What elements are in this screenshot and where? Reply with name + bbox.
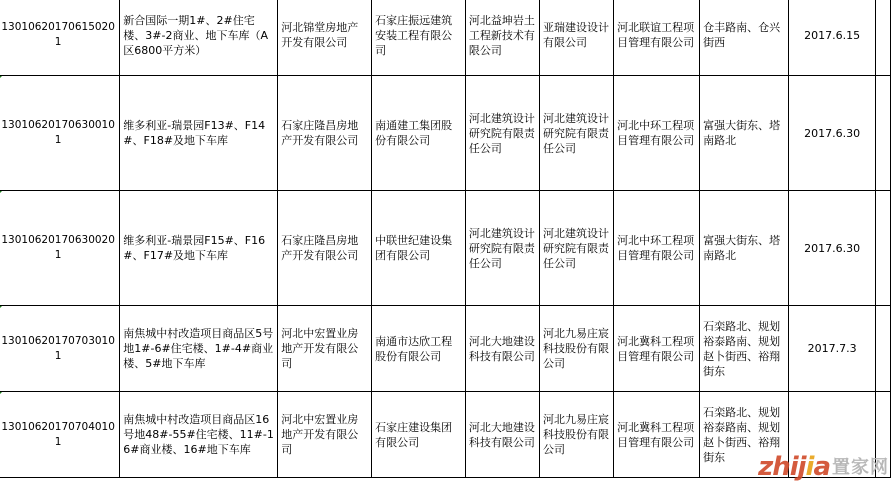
developer-cell: 石家庄隆昌房地产开发有限公司 — [278, 191, 372, 306]
designer-cell: 河北建筑设计研究院有限责任公司 — [540, 191, 614, 306]
cell-comment-marker-icon — [0, 76, 2, 81]
table-row — [0, 191, 891, 306]
supervisor-cell: 河北联谊工程项目管理有限公司 — [614, 0, 700, 76]
developer-cell: 河北中宏置业房地产开发有限公司 — [278, 306, 372, 392]
supervisor-cell: 河北冀科工程项目管理有限公司 — [614, 306, 700, 392]
table-row — [0, 392, 891, 478]
permit-number-text: 130106201706300101 — [1, 119, 115, 146]
table-row — [0, 306, 891, 392]
project-cell: 维多利亚-瑞景园F15#、F16#、F17#及地下车库 — [120, 191, 278, 306]
spacer-cell — [876, 392, 891, 478]
permit-number-cell — [0, 392, 120, 478]
date-cell — [789, 392, 876, 478]
location-cell: 石栾路北、规划裕泰路南、规划赵卜街西、裕翔街东 — [700, 392, 789, 478]
spacer-cell — [876, 0, 891, 76]
developer-cell: 河北锦堂房地产开发有限公司 — [278, 0, 372, 76]
date-cell: 2017.6.30 — [789, 76, 876, 191]
supervisor-cell: 河北中环工程项目管理有限公司 — [614, 76, 700, 191]
permit-number-text: 130106201707030101 — [1, 334, 115, 362]
location-cell: 富强大街东、塔南路北 — [700, 191, 789, 306]
project-cell: 新合国际一期1#、2#住宅楼、3#-2商业、地下车库（A区6800平方米） — [120, 0, 278, 76]
location-cell: 石栾路北、规划裕泰路南、规划赵卜街西、裕翔街东 — [700, 306, 789, 392]
permit-number-text: 130106201707040101 — [1, 420, 115, 448]
table-row — [0, 0, 891, 76]
builder-cell: 中联世纪建设集团有限公司 — [372, 191, 466, 306]
developer-cell: 河北中宏置业房地产开发有限公司 — [278, 392, 372, 478]
builder-cell: 南通市达欣工程股份有限公司 — [372, 306, 466, 392]
investigator-cell: 河北建筑设计研究院有限责任公司 — [465, 191, 539, 306]
investigator-cell: 河北建筑设计研究院有限责任公司 — [465, 76, 539, 191]
cell-comment-marker-icon — [0, 392, 2, 397]
project-cell: 维多利亚-瑞景园F13#、F14#、F18#及地下车库 — [120, 76, 278, 191]
permit-number-cell — [0, 76, 120, 191]
designer-cell: 河北九易庄宸科技股份有限公司 — [540, 392, 614, 478]
watermark-chinese: 置家网 — [832, 457, 889, 478]
location-cell: 富强大街东、塔南路北 — [700, 76, 789, 191]
spacer-cell — [876, 306, 891, 392]
builder-cell: 石家庄建设集团有限公司 — [372, 392, 466, 478]
builder-cell: 石家庄振远建筑安装工程有限公司 — [372, 0, 466, 76]
date-cell: 2017.6.15 — [789, 0, 876, 76]
investigator-cell: 河北大地建设科技有限公司 — [465, 306, 539, 392]
table-row — [0, 76, 891, 191]
supervisor-cell: 河北中环工程项目管理有限公司 — [614, 191, 700, 306]
investigator-cell: 河北大地建设科技有限公司 — [465, 392, 539, 478]
project-cell: 南焦城中村改造项目商品区16号地48#-55#住宅楼、11#-16#商业楼、16#地下车库 — [120, 392, 278, 478]
permit-number-cell: 130106201706150201 — [0, 0, 120, 76]
designer-cell: 河北建筑设计研究院有限责任公司 — [540, 76, 614, 191]
developer-cell: 石家庄隆昌房地产开发有限公司 — [278, 76, 372, 191]
designer-cell: 亚瑞建设设计有限公司 — [540, 0, 614, 76]
date-cell: 2017.6.30 — [789, 191, 876, 306]
investigator-cell: 河北益坤岩土工程新技术有限公司 — [465, 0, 539, 76]
cell-comment-marker-icon — [0, 191, 2, 196]
cell-comment-marker-icon — [0, 306, 2, 311]
spacer-cell — [876, 191, 891, 306]
supervisor-cell: 河北冀科工程项目管理有限公司 — [614, 392, 700, 478]
permit-number-cell — [0, 306, 120, 392]
designer-cell: 河北九易庄宸科技股份有限公司 — [540, 306, 614, 392]
watermark-latin: zhijia — [758, 452, 830, 482]
date-cell: 2017.7.3 — [789, 306, 876, 392]
location-cell: 仓丰路南、仓兴街西 — [700, 0, 789, 76]
project-cell: 南焦城中村改造项目商品区5号地1#-6#住宅楼、1#-4#商业楼、5#地下车库 — [120, 306, 278, 392]
permit-number-text: 130106201706300201 — [1, 234, 115, 261]
spacer-cell — [876, 76, 891, 191]
builder-cell: 南通建工集团股份有限公司 — [372, 76, 466, 191]
permit-number-cell — [0, 191, 120, 306]
